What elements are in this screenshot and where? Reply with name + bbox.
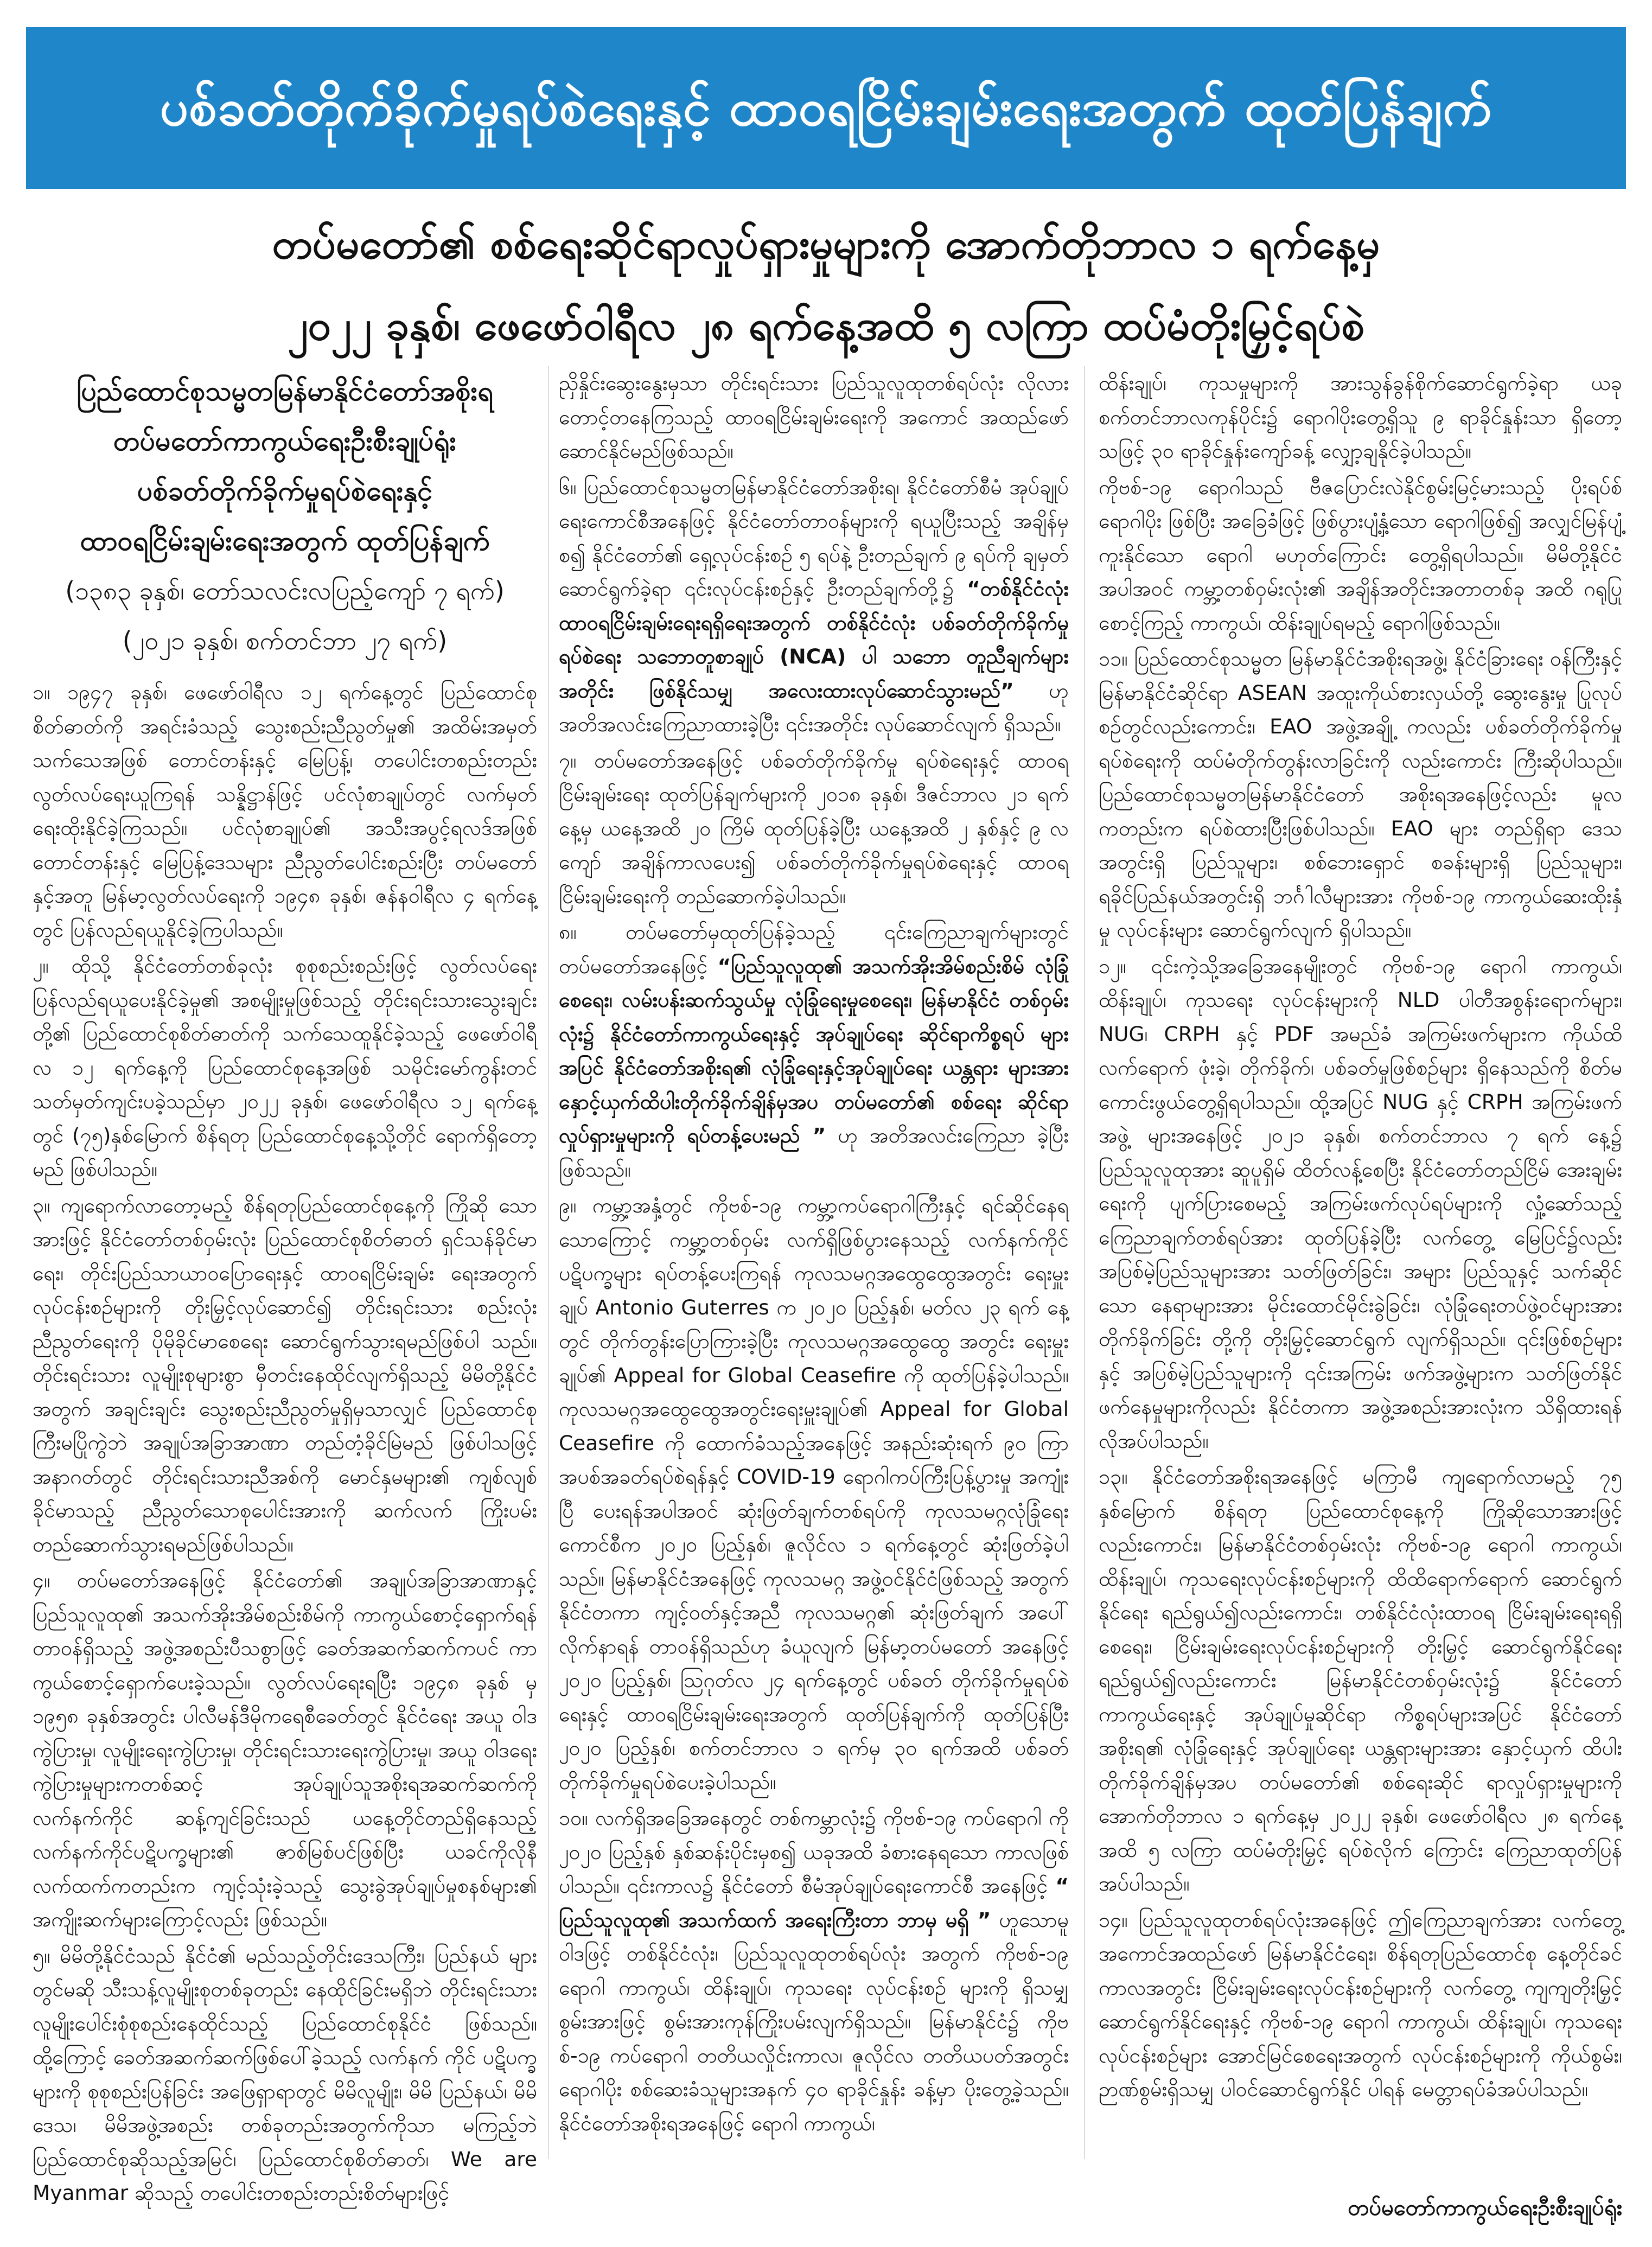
paragraph-6 [559,470,1069,742]
paragraph-6-quote: “တစ်နိုင်ငံလုံး ထာဝရငြိမ်းချမ်းရေးရရှိရေးအတွက် တစ်နိုင်ငံလုံး ပစ်ခတ်တိုက်ခိုက်မှုရပ်စဲရေး သဘောတူစာချုပ် (NCA) ပါ သဘော တူညီချက်များအတိုင်း ဖြစ်နိုင်သမျှ အလေးထားလုပ်ဆောင်သွားမည်” [559,577,1069,703]
paragraph-10-text: ၁၀။ လက်ရှိအခြေအနေတွင် တစ်ကမ္ဘာလုံး၌ ကိုဗစ်-၁၉ ကပ်ရောဂါ ကို ၂၀၂၀ ပြည့်နှစ် နှစ်ဆန်းပိုင်းမှစ၍ ယခုအထိ ခံစားနေရသော ကာလဖြစ်ပါသည်။ ၎င်းကာလ၌ နိုင်ငံတော် စီမံအုပ်ချုပ်ရေးကောင်စီ အနေဖြင့် [559,1806,1069,1898]
subtitle-line-1: တပ်မတော်၏ စစ်ရေးဆိုင်ရာလှုပ်ရှားမှုများကို အောက်တိုဘာလ ၁ ရက်နေ့မှ [272,220,1380,268]
paragraph-1: ၁။ ၁၉၄၇ ခုနှစ်၊ ဖေဖော်ဝါရီလ ၁၂ ရက်နေ့တွင် ပြည်ထောင်စု စိတ်ဓာတ်ကို အရင်းခံသည့် သွေးစည်းညီညွတ်မှု၏ အထိမ်းအမှတ် သက်သေအဖြစ် တောင်တန်းနှင့် မြေပြန့်၊ တပေါင်းတစည်းတည်း လွတ်လပ်ရေးယူကြရန် သန္နိဋ္ဌာန်ဖြင့် ပင်လုံစာချုပ်တွင် လက်မှတ် ရေးထိုးနိုင်ခဲ့ကြသည်။ ပင်လုံစာချုပ်၏ အသီးအပွင့်ရလဒ်အဖြစ် တောင်တန်းနှင့် မြေပြန့်ဒေသများ ညီညွတ်ပေါင်းစည်းပြီး တပ်မတော် နှင့်အတူ မြန်မာ့လွတ်လပ်ရေးကို ၁၉၄၈ ခုနှစ်၊ ဇန်နဝါရီလ ၄ ရက်နေ့ တွင် ပြန်လည်ရယူနိုင်ခဲ့ကြပါသည်။ [33,680,537,942]
paragraph-11: ၁၁။ ပြည်ထောင်စုသမ္မတ မြန်မာနိုင်ငံအစိုးရအဖွဲ့၊ နိုင်ငံခြားရေး ဝန်ကြီးနှင့် မြန်မာနိုင်ငံဆိုင်ရာ ASEAN အထူးကိုယ်စားလှယ်တို့ ဆွေးနွေးမှု ပြုလုပ်စဉ်တွင်လည်းကောင်း၊ EAO အဖွဲ့အချို့ ကလည်း ပစ်ခတ်တိုက်ခိုက်မှုရပ်စဲရေးကို ထပ်မံတိုက်တွန်းလာခြင်းကို လည်းကောင်း ကြီးဆိုပါသည်။ ပြည်ထောင်စုသမ္မတမြန်မာနိုင်ငံတော် အစိုးရအနေဖြင့်လည်း မူလကတည်းက ရပ်စဲထားပြီးဖြစ်ပါသည်။ EAO များ တည်ရှိရာ ဒေသအတွင်းရှိ ပြည်သူများ၊ စစ်ဘေးရှောင် စခန်းများရှိ ပြည်သူများ၊ ရခိုင်ပြည်နယ်အတွင်းရှိ ဘင်္ဂါလီများအား ကိုဗစ်-၁၉ ကာကွယ်ဆေးထိုးနှံမှု လုပ်ငန်းများ ဆောင်ရွက်လျက် ရှိပါသည်။ [1099,647,1622,942]
signature: တပ်မတော်ကာကွယ်ရေးဦးစီးချုပ်ရုံး [1348,2195,1622,2220]
paragraph-10-quote: “ ပြည်သူလူထု၏ အသက်ထက် အရေးကြီးတာ ဘာမှ မရှိ ” [559,1874,1069,1932]
paragraph-10-continued: ထိန်းချုပ်၊ ကုသမှုများကို အားသွန်ခွန်စိုက်ဆောင်ရွက်ခဲ့ရာ ယခု စက်တင်ဘာလကုန်ပိုင်း၌ ရောဂါပိုးတွေ့ရှိသူ ၉ ရာခိုင်နှုန်းသာ ရှိတော့သဖြင့် ၃၀ ရာခိုင်နှုန်းကျော်ခန့် လျှော့ချနိုင်ခဲ့ပါသည်။ [1099,371,1622,463]
paragraph-7: ၇။ တပ်မတော်အနေဖြင့် ပစ်ခတ်တိုက်ခိုက်မှု ရပ်စဲရေးနှင့် ထာဝရ ငြိမ်းချမ်းရေး ထုတ်ပြန်ချက်များကို ၂၀၁၈ ခုနှစ်၊ ဒီဇင်ဘာလ ၂၁ ရက် နေ့မှ ယနေ့အထိ ၂၀ ကြိမ် ထုတ်ပြန်ခဲ့ပြီး ယနေ့အထိ ၂ နှစ်နှင့် ၉ လကျော် အချိန်ကာလပေး၍ ပစ်ခတ်တိုက်ခိုက်မှုရပ်စဲရေးနှင့် ထာဝရငြိမ်းချမ်းရေးကို တည်ဆောက်ခဲ့ပါသည်။ [559,748,1069,908]
paragraph-6-text: ၆။ ပြည်ထောင်စုသမ္မတမြန်မာနိုင်ငံတော်အစိုးရ၊ နိုင်ငံတော်စီမံ အုပ်ချုပ်ရေးကောင်စီအနေဖြင့် နိုင်ငံတော်တာဝန်များကို ရယူပြီးသည့် အချိန်မှစ၍ နိုင်ငံတော်၏ ရှေ့လုပ်ငန်းစဉ် ၅ ရပ်နဲ့ ဦးတည်ချက် ၉ ရပ်ကို ချမှတ်ဆောင်ရွက်ခဲ့ရာ ၎င်းလုပ်ငန်းစဉ်နှင့် ဦးတည်ချက်တို့၌ [559,475,1069,601]
paragraph-2: ၂။ ထိုသို့ နိုင်ငံတော်တစ်ခုလုံး စုစုစည်းစည်းဖြင့် လွတ်လပ်ရေး ပြန်လည်ရယူပေးနိုင်ခဲ့မှု၏ အစမျိုးမှုဖြစ်သည့် တိုင်းရင်းသားသွေးချင်း တို့၏ ပြည်ထောင်စုစိတ်ဓာတ်ကို သက်သေထူနိုင်ခဲ့သည့် ဖေဖော်ဝါရီ လ ၁၂ ရက်နေ့ကို ပြည်ထောင်စုနေ့အဖြစ် သမိုင်းမော်ကွန်းတင် သတ်မှတ်ကျင်းပခဲ့သည်မှာ ၂၀၂၂ ခုနှစ်၊ ဖေဖော်ဝါရီလ ၁၂ ရက်နေ့တွင် (၇၅)နှစ်မြောက် စိန်ရတု ပြည်ထောင်စုနေ့သို့တိုင် ရောက်ရှိတော့မည် ဖြစ်ပါသည်။ [33,954,537,1181]
heading-date-en: (၂၀၂၁ ခုနှစ်၊ စက်တင်ဘာ ၂၇ ရက်) [122,626,448,655]
paragraph-4: ၄။ တပ်မတော်အနေဖြင့် နိုင်ငံတော်၏ အချုပ်အခြာအာဏာနှင့် ပြည်သူလူထု၏ အသက်အိုးအိမ်စည်းစိမ်ကို ကာကွယ်စောင့်ရှောက်ရန် တာဝန်ရှိသည့် အဖွဲ့အစည်းပီသစွာဖြင့် ခေတ်အဆက်ဆက်ကပင် ကာကွယ်စောင့်ရှောက်ပေးခဲ့သည်။ လွတ်လပ်ရေးရပြီး ၁၉၄၈ ခုနှစ် မှ ၁၉၅၈ ခုနှစ်အတွင်း ပါလီမန်ဒီမိုကရေစီခေတ်တွင် နိုင်ငံရေး အယူ ဝါဒကွဲပြားမှု၊ လူမျိုးရေးကွဲပြားမှု၊ တိုင်းရင်းသားရေးကွဲပြားမှု၊ အယူ ဝါဒရေး ကွဲပြားမှုများကတစ်ဆင့် အုပ်ချုပ်သူအစိုးရအဆက်ဆက်ကို လက်နက်ကိုင် ဆန့်ကျင်ခြင်းသည် ယနေ့တိုင်တည်ရှိနေသည့် လက်နက်ကိုင်ပဋိပက္ခများ၏ ဇာစ်မြစ်ပင်ဖြစ်ပြီး ယခင်ကိုလိုနီ လက်ထက်ကတည်းက ကျင့်သုံးခဲ့သည့် သွေးခွဲအုပ်ချုပ်မှုစနစ်များ၏ အကျိုးဆက်များကြောင့်လည်း ဖြစ်သည်။ [33,1568,537,1931]
paragraph-8-quote: “ပြည်သူလူထု၏ အသက်အိုးအိမ်စည်းစိမ် လုံခြုံစေရေး၊ လမ်းပန်းဆက်သွယ်မှု လုံခြုံရေးမှုစေရေး၊ မြန်မာနိုင်ငံ တစ်ဝှမ်းလုံး၌ နိုင်ငံတော်ကာကွယ်ရေးနှင့် အုပ်ချုပ်ရေး ဆိုင်ရာကိစ္စရပ် များအပြင် နိုင်ငံတော်အစိုးရ၏ လုံခြုံရေးနှင့်အုပ်ချုပ်ရေး ယန္တရား များအား နှောင့်ယှက်ထိပါးတိုက်ခိုက်ချိန်မှအပ တပ်မတော်၏ စစ်ရေး ဆိုင်ရာ လှုပ်ရှားမှုများကို ရပ်တန့်ပေးမည် ” [559,954,1069,1147]
heading-line: ပြည်ထောင်စုသမ္မတမြန်မာနိုင်ငံတော်အစိုးရ [76,375,493,407]
column-divider [1084,366,1085,2159]
paragraph-14: ၁၄။ ပြည်သူလူထုတစ်ရပ်လုံးအနေဖြင့် ဤကြေညာချက်အား လက်တွေ့ အကောင်အထည်ဖော် မြန်မာနိုင်ငံရေး၊ စိန်ရတုပြည်ထောင်စု နေ့တိုင်ခင်ကာလအတွင်း ငြိမ်းချမ်းရေးလုပ်ငန်းစဉ်များကို လက်တွေ့ ကျကျတိုးမြှင့်ဆောင်ရွက်နိုင်ရေးနှင့် ကိုဗစ်-၁၉ ရောဂါ ကာကွယ်၊ ထိန်းချုပ်၊ ကုသရေး လုပ်ငန်းစဉ်များ အောင်မြင်စေရေးအတွက် လုပ်ငန်းစဉ်များကို ကိုယ်စွမ်း၊ ဉာဏ်စွမ်းရှိသမျှ ပါဝင်ဆောင်ရွက်နိုင် ပါရန် မေတ္တာရပ်ခံအပ်ပါသည်။ [1099,1907,1622,2101]
heading-line: တပ်မတော်ကာကွယ်ရေးဦးစီးချုပ်ရုံး [113,425,457,457]
heading-line: ပစ်ခတ်တိုက်ခိုက်မှုရပ်စဲရေးနှင့် [137,475,433,507]
paragraph-5-continued: ညှိနှိုင်းဆွေးနွေးမှသာ တိုင်းရင်းသား ပြည်သူလူထုတစ်ရပ်လုံး လိုလားတောင့်တနေကြသည့် ထာဝရငြိမ်းချမ်းရေးကို အကောင် အထည်ဖော်ဆောင်နိုင်မည်ဖြစ်သည်။ [559,371,1069,463]
heading-date-mm: (၁၃၈၃ ခုနှစ်၊ တော်သလင်းလပြည့်ကျော် ၇ ရက်) [65,576,505,605]
banner-title: ပစ်ခတ်တိုက်ခိုက်မှုရပ်စဲရေးနှင့် ထာဝရငြိမ်းချမ်းရေးအတွက် ထုတ်ပြန်ချက် [26,27,1626,189]
paragraph-5: ၅။ မိမိတို့နိုင်ငံသည် နိုင်ငံ၏ မည်သည့်တိုင်းဒေသကြီး၊ ပြည်နယ် များတွင်မဆို သီးသန့်လူမျိုးစုတစ်ခုတည်း နေထိုင်ခြင်းမရှိဘဲ တိုင်းရင်းသားလူမျိုးပေါင်းစုံစုစည်းနေထိုင်သည့် ပြည်ထောင်စုနိုင်ငံ ဖြစ်သည်။ ထို့ကြောင့် ခေတ်အဆက်ဆက်ဖြစ်ပေါ်ခဲ့သည့် လက်နက် ကိုင် ပဋိပက္ခများကို စုစုစည်းပြန်ခြင်း အဖြေရှာရာတွင် မိမိလူမျိုး၊ မိမိ ပြည်နယ်၊ မိမိဒေသ၊ မိမိအဖွဲ့အစည်း တစ်ခုတည်းအတွက်ကိုသာ မကြည့်ဘဲ ပြည်ထောင်စုဆိုသည့်အမြင်၊ ပြည်ထောင်စုစိတ်ဓာတ်၊ We are Myanmar ဆိုသည့် တပေါင်းတစည်းတည်းစိတ်များဖြင့် [33,1943,537,2205]
subtitle-line-2: ၂၀၂၂ ခုနှစ်၊ ဖေဖော်ဝါရီလ ၂၈ ရက်နေ့အထိ ၅ လကြာ ထပ်မံတိုးမြှင့်ရပ်စဲ [288,301,1364,349]
subtitle [38,203,1614,366]
column-1 [33,366,537,2205]
paragraph-8-tail: ဟု အတိအလင်းကြေညာ ခဲ့ပြီးဖြစ်သည်။ [559,1124,1069,1182]
column-3 [1099,366,1622,2156]
column-2 [559,366,1069,2156]
paragraph-9: ၉။ ကမ္ဘာ့အနှံ့တွင် ကိုဗစ်-၁၉ ကမ္ဘာ့ကပ်ရောဂါကြီးနှင့် ရင်ဆိုင်နေရ သောကြောင့် ကမ္ဘာ့တစ်ဝှမ်း လက်ရှိဖြစ်ပွားနေသည့် လက်နက်ကိုင် ပဋိပက္ခများ ရပ်တန့်ပေးကြရန် ကုလသမဂ္ဂအထွေထွေအတွင်း ရေးမှူးချုပ် Antonio Guterres က ၂၀၂၀ ပြည့်နှစ်၊ မတ်လ ၂၃ ရက် နေ့တွင် တိုက်တွန်းပြောကြားခဲ့ပြီး ကုလသမဂ္ဂအထွေထွေ အတွင်း ရေးမှူးချုပ်၏ Appeal for Global Ceasefire ကို ထုတ်ပြန်ခဲ့ပါသည်။ ကုလသမဂ္ဂအထွေထွေအတွင်းရေးမှူးချုပ်၏ Appeal for Global Ceasefire ကို ထောက်ခံသည့်အနေဖြင့် အနည်းဆုံးရက် ၉၀ ကြာ အပစ်အခတ်ရပ်စဲရန်နှင့် COVID-19 ရောဂါကပ်ကြီးပြန့်ပွားမှု အကျုံးပြီ ပေးရန်အပါအဝင် ဆုံးဖြတ်ချက်တစ်ရပ်ကို ကုလသမဂ္ဂလုံခြုံရေး ကောင်စီက ၂၀၂၀ ပြည့်နှစ်၊ ဇူလိုင်လ ၁ ရက်နေ့တွင် ဆုံးဖြတ်ခဲ့ပါ သည်။ မြန်မာနိုင်ငံအနေဖြင့် ကုလသမဂ္ဂ အဖွဲ့ဝင်နိုင်ငံဖြစ်သည့် အတွက် နိုင်ငံတကာ ကျင့်ဝတ်နှင့်အညီ ကုလသမဂ္ဂ၏ ဆုံးဖြတ်ချက် အပေါ်လိုက်နာရန် တာဝန်ရှိသည်ဟု ခံယူလျက် မြန်မာ့တပ်မတော် အနေဖြင့် ၂၀၂၀ ပြည့်နှစ်၊ ဩဂုတ်လ ၂၄ ရက်နေ့တွင် ပစ်ခတ် တိုက်ခိုက်မှုရပ်စဲရေးနှင့် ထာဝရငြိမ်းချမ်းရေးအတွက် ထုတ်ပြန်ချက်ကို ထုတ်ပြန်ပြီး ၂၀၂၀ ပြည့်နှစ်၊ စက်တင်ဘာလ ၁ ရက်မှ ၃၀ ရက်အထိ ပစ်ခတ်တိုက်ခိုက်မှုရပ်စဲပေးခဲ့ပါသည်။ [559,1193,1069,1794]
paragraph-10-tail: ဟူသောမူဝါဒဖြင့် တစ်နိုင်ငံလုံး၊ ပြည်သူလူထုတစ်ရပ်လုံး အတွက် ကိုဗစ်-၁၉ ရောဂါ ကာကွယ်၊ ထိန်းချုပ်၊ ကုသရေး လုပ်ငန်းစဉ် များကို ရှိသမျှစွမ်းအားဖြင့် စွမ်းအားကုန်ကြိုးပမ်းလျက်ရှိသည်။ မြန်မာနိုင်ငံ၌ ကိုဗစ်-၁၉ ကပ်ရောဂါ တတိယလှိုင်းကာလ၊ ဇူလိုင်လ တတိယပတ်အတွင်း ရောဂါပိုး စစ်ဆေးခံသူများအနက် ၄၀ ရာခိုင်နှုန်း ခန့်မှာ ပိုးတွေ့ခဲ့သည်။ နိုင်ငံတော်အစိုးရအနေဖြင့် ရောဂါ ကာကွယ်၊ [559,1907,1069,2135]
paragraph-10 [559,1801,1069,2140]
paragraph-10-continued-2: ကိုဗစ်-၁၉ ရောဂါသည် ဗီဇပြောင်းလဲနိုင်စွမ်းမြင့်မားသည့် ပိုးရပ်စ်ရောဂါပိုး ဖြစ်ပြီး အခြေခံဖြင့် ဖြစ်ပွားပျံ့နှံ့သော ရောဂါဖြစ်၍ အလျှင်မြန်ပျံ့ကူးနိုင်သော ရောဂါ မဟုတ်ကြောင်း တွေ့ရှိရပါသည်။ မိမိတို့နိုင်ငံအပါအဝင် ကမ္ဘာ့တစ်ဝှမ်းလုံး၏ အချိန်အတိုင်းအတာတစ်ခု အထိ ဂရုပြုစောင့်ကြည့် ကာကွယ်၊ ထိန်းချုပ်ရမည့် ရောဂါဖြစ်သည်။ [1099,475,1622,635]
statement-heading [33,366,537,666]
paragraph-12: ၁၂။ ၎င်းကဲ့သို့အခြေအနေမျိုးတွင် ကိုဗစ်-၁၉ ရောဂါ ကာကွယ်၊ ထိန်းချုပ်၊ ကုသရေး လုပ်ငန်းများကို NLD ပါတီအစွန်းရောက်များ၊ NUG၊ CRPH နှင့် PDF အမည်ခံ အကြမ်းဖက်များက ကိုယ်ထိ လက်ရောက် ဖုံးခဲ့၊ တိုက်ခိုက်၊ ပစ်ခတ်မှုဖြစ်စဉ်များ ရှိနေသည်ကို စိတ်မကောင်းဖွယ်တွေ့ရှိရပါသည်။ ထို့အပြင် NUG နှင့် CRPH အကြမ်းဖက်အဖွဲ့ များအနေဖြင့် ၂၀၂၁ ခုနှစ်၊ စက်တင်ဘာလ ၇ ရက် နေ့၌ ပြည်သူလူထုအား ဆူပူရှိမ် ထိတ်လန့်စေပြီး နိုင်ငံတော်တည်ငြိမ် အေးချမ်းရေးကို ပျက်ပြားစေမည့် အကြမ်းဖက်လုပ်ရပ်များကို လှုံ့ဆော်သည့် ကြေညာချက်တစ်ရပ်အား ထုတ်ပြန်ခဲ့ပြီး လက်တွေ့ မြေပြင်၌လည်း အပြစ်မဲ့ပြည်သူများအား သတ်ဖြတ်ခြင်း၊ အများ ပြည်သူနှင့် သက်ဆိုင်သော နေရာများအား မိုင်းထောင်မိုင်းခွဲခြင်း၊ လုံခြုံရေးတပ်ဖွဲ့ဝင်များအား တိုက်ခိုက်ခြင်း တို့ကို တိုးမြှင့်ဆောင်ရွက် လျက်ရှိသည်။ ၎င်းဖြစ်စဉ်များနှင့် အပြစ်မဲ့ပြည်သူများကို ၎င်းအကြမ်း ဖက်အဖွဲ့များက သတ်ဖြတ်နိုင်ဖက်နေမှုများကိုလည်း နိုင်ငံတကာ အဖွဲ့အစည်းအားလုံးက သိရှိထားရန် လိုအပ်ပါသည်။ [1099,954,1622,1453]
paragraph-3: ၃။ ကျရောက်လာတော့မည့် စိန်ရတုပြည်ထောင်စုနေ့ကို ကြိုဆို သောအားဖြင့် နိုင်ငံတော်တစ်ဝှမ်းလုံး ပြည်ထောင်စုစိတ်ဓာတ် ရှင်သန်ခိုင်မာရေး၊ တိုင်းပြည်သာယာဝပြောရေးနှင့် ထာဝရငြိမ်းချမ်း ရေးအတွက် လုပ်ငန်းစဉ်များကို တိုးမြှင့်လုပ်ဆောင်၍ တိုင်းရင်းသား စည်းလုံးညီညွတ်ရေးကို ပိုမိုခိုင်မာစေရေး ဆောင်ရွက်သွားရမည်ဖြစ်ပါ သည်။ တိုင်းရင်းသား လူမျိုးစုများစွာ မှီတင်းနေထိုင်လျက်ရှိသည့် မိမိတို့နိုင်ငံအတွက် အချင်းချင်း သွေးစည်းညီညွတ်မှုရှိမှသာလျှင် ပြည်ထောင်စုကြီးမပြိုကွဲဘဲ အချုပ်အခြာအာဏာ တည်တံ့ခိုင်မြဲမည် ဖြစ်ပါသဖြင့် အနာဂတ်တွင် တိုင်းရင်းသားညီအစ်ကို မောင်နှမများ၏ ကျစ်လျစ်ခိုင်မာသည့် ညီညွတ်သောစုပေါင်းအားကို ဆက်လက် ကြိုးပမ်း တည်ဆောက်သွားရမည်ဖြစ်ပါသည်။ [33,1193,537,1556]
paragraph-8 [559,915,1069,1186]
paragraph-8-text: ၈။ တပ်မတော်မှထုတ်ပြန်ခဲ့သည့် ၎င်းကြေညာချက်များတွင် တပ်မတော်အနေဖြင့် [559,920,1069,978]
heading-line: ထာဝရငြိမ်းချမ်းရေးအတွက် ထုတ်ပြန်ချက် [80,525,490,557]
paragraph-6-tail: ဟု အတိအလင်းကြေညာထားခဲ့ပြီး ၎င်းအတိုင်း လုပ်ဆောင်လျက် ရှိသည်။ [559,678,1069,736]
paragraph-13: ၁၃။ နိုင်ငံတော်အစိုးရအနေဖြင့် မကြာမီ ကျရောက်လာမည့် ၇၅ နှစ်မြောက် စိန်ရတု ပြည်ထောင်စုနေ့ကို ကြိုဆိုသောအားဖြင့် လည်းကောင်း၊ မြန်မာနိုင်ငံတစ်ဝှမ်းလုံး ကိုဗစ်-၁၉ ရောဂါ ကာကွယ်၊ ထိန်းချုပ်၊ ကုသရေးလုပ်ငန်းစဉ်များကို ထိထိရောက်ရောက် ဆောင်ရွက်နိုင်ရေး ရည်ရွယ်၍လည်းကောင်း၊ တစ်နိုင်ငံလုံးထာဝရ ငြိမ်းချမ်းရေးရရှိစေရေး၊ ငြိမ်းချမ်းရေးလုပ်ငန်းစဉ်များကို တိုးမြှင့် ဆောင်ရွက်နိုင်ရေး ရည်ရွယ်၍လည်းကောင်း မြန်မာနိုင်ငံတစ်ဝှမ်းလုံး၌ နိုင်ငံတော်ကာကွယ်ရေးနှင့် အုပ်ချုပ်မှုဆိုင်ရာ ကိစ္စရပ်များအပြင် နိုင်ငံတော်အစိုးရ၏ လုံခြုံရေးနှင့် အုပ်ချုပ်ရေး ယန္တရားများအား နှောင့်ယှက် ထိပါးတိုက်ခိုက်ချိန်မှအပ တပ်မတော်၏ စစ်ရေးဆိုင် ရာလှုပ်ရှားမှုများကို အောက်တိုဘာလ ၁ ရက်နေ့မှ ၂၀၂၂ ခုနှစ်၊ ဖေဖော်ဝါရီလ ၂၈ ရက်နေ့အထိ ၅ လကြာ ထပ်မံတိုးမြှင့် ရပ်စဲလိုက် ကြောင်း ကြေညာထုတ်ပြန်အပ်ပါသည်။ [1099,1465,1622,1895]
